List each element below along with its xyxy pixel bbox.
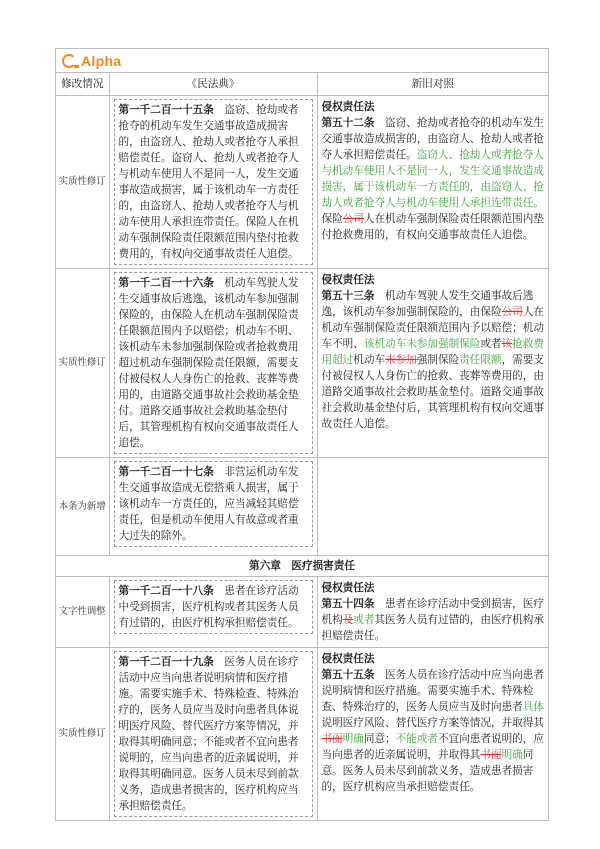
old-article-number: 第五十四条	[321, 598, 375, 610]
civil-code-article	[114, 461, 313, 547]
unchanged-text: 说明医疗风险、替代医疗方案等情况，并取得其	[321, 717, 544, 729]
civil-code-cell	[109, 577, 317, 648]
brand-bar	[56, 49, 548, 73]
civil-code-cell	[109, 96, 317, 269]
article-number: 第一千二百一十六条	[118, 277, 214, 289]
source-law: 侵权责任法	[321, 653, 375, 665]
table-row	[56, 648, 548, 821]
deleted-text: 公司	[501, 306, 523, 318]
deleted-text: 该	[501, 338, 513, 350]
deleted-text: 书面	[480, 749, 502, 761]
old-article-number: 第五十五条	[321, 669, 375, 681]
deleted-text: 及	[342, 614, 354, 626]
comparison-cell	[317, 577, 548, 648]
article-text: 盗窃、抢劫或者抢夺的机动车发生交通事故造成损害的，由盗窃人、抢劫人或者抢夺人承担赔偿责任。盗窃人、抢劫人或者抢夺人与机动车使用人不是同一人，发生交通事故造成损害，属于该机动车一方责任的，由盗窃人、抢劫人或者抢夺人与机动车使用人承担连带责任。保险人在机动车强制保险责任限额范围内垫付抢救费用的，有权向交通事故责任人追偿。	[118, 104, 299, 260]
article-number: 第一千二百一十七条	[118, 466, 214, 478]
added-text: 盗窃人、抢劫人或者抢夺人与机动车使用人不是同一人，发生交通事故造成损害，属于该机动车一方责任的，由盗窃人、抢劫人或者抢夺人与机动车使用人承担连带责任。	[321, 149, 544, 209]
revision-type: 实质性修订	[56, 648, 109, 821]
table-row	[56, 458, 548, 556]
comparison-cell	[317, 648, 548, 821]
deleted-text: 书面	[321, 733, 343, 745]
alpha-logo-icon	[62, 54, 76, 68]
unchanged-text: 机动车驾驶人发生交通事故后逃逸，该机动车参加强制保险的，由保险	[321, 290, 534, 318]
revision-type: 实质性修订	[56, 96, 109, 269]
chapter-title: 第六章 医疗损害责任	[56, 556, 548, 577]
added-text: 明确	[342, 733, 364, 745]
comparison-cell	[317, 269, 548, 458]
article-number: 第一千二百一十八条	[118, 585, 214, 597]
source-law: 侵权责任法	[321, 101, 375, 113]
civil-code-cell	[109, 458, 317, 556]
old-article-number: 第五十二条	[321, 117, 375, 129]
article-number: 第一千二百一十九条	[118, 656, 214, 668]
added-text: 该机动车未参加强制保险	[363, 338, 481, 350]
document-frame	[55, 48, 549, 821]
unchanged-text: 医务人员在诊疗活动中应当向患者说明病情和医疗措施。需要实施手术、特殊检查、特殊治疗的，医务人员应当及时向患者	[321, 669, 544, 713]
unchanged-text: 同意。医务人员未尽到前款义务，造成患者损害的，医疗机构应当承担赔偿责任。	[321, 749, 534, 793]
unchanged-text: 人在机动车强制保险责任限额范围内垫付抢救费用的，有权向交通事故责任人追偿。	[321, 213, 544, 241]
unchanged-text: 同意；	[363, 733, 396, 745]
added-text: 不能或者	[395, 733, 439, 745]
unchanged-text: 人在机动车强制保险责任限额范围内予以赔偿；机动车不明、	[321, 306, 544, 350]
header-comparison: 新旧对照	[317, 73, 548, 96]
revision-type: 文字性调整	[56, 577, 109, 648]
table-row	[56, 269, 548, 458]
added-text: 或者	[353, 614, 375, 626]
civil-code-article	[114, 272, 313, 454]
civil-code-article	[114, 580, 313, 634]
unchanged-text: 盗窃、抢劫或者抢夺的机动车发生交通事故造成损害的，由盗窃人、抢劫人或者抢夺人承担赔偿责任。	[321, 117, 544, 161]
table-row	[56, 577, 548, 648]
civil-code-article	[114, 99, 313, 265]
chapter-heading-row	[56, 556, 548, 577]
civil-code-cell	[109, 648, 317, 821]
header-civil-code: 《民法典》	[109, 73, 317, 96]
table-row	[56, 96, 548, 269]
added-text: 具体	[522, 701, 544, 713]
added-text: 抢救费用超过	[321, 338, 544, 366]
table-header-row	[56, 73, 548, 96]
civil-code-article	[114, 651, 313, 817]
unchanged-text: 患者在诊疗活动中受到损害，医疗机构	[321, 598, 544, 626]
unchanged-text: 不宜向患者说明的，应当向患者的近亲属说明，并取得其	[321, 733, 544, 761]
added-text: 明确	[501, 749, 523, 761]
source-law: 侵权责任法	[321, 582, 375, 594]
article-text: 非营运机动车发生交通事故造成无偿搭乘人损害，属于该机动车一方责任的，应当减轻其赔偿责任，但是机动车使用人有故意或者重大过失的除外。	[118, 466, 299, 542]
unchanged-text: 保险	[321, 213, 343, 225]
added-text: 责任限额	[459, 354, 502, 366]
article-number: 第一千二百一十五条	[118, 104, 214, 116]
deleted-text: 未参加	[385, 354, 417, 366]
deleted-text: 公司	[342, 213, 364, 225]
comparison-cell	[317, 96, 548, 269]
unchanged-text: 强制保险	[416, 354, 460, 366]
header-type: 修改情况	[56, 73, 109, 96]
old-article-number: 第五十三条	[321, 290, 375, 302]
brand-name: Alpha	[81, 52, 122, 69]
article-text: 机动车驾驶人发生交通事故后逃逸，该机动车参加强制保险的，由保险人在机动车强制保险责任限额范围内予以赔偿；机动车不明、该机动车未参加强制保险或者抢救费用超过机动车强制保险责任限额，需要支付被侵权人人身伤亡的抢救、丧葬等费用的，由道路交通事故社会救助基金垫付。道路交通事故社会救助基金垫付后，其管理机构有权向交通事故责任人追偿。	[118, 277, 299, 449]
comparison-table	[56, 73, 548, 820]
unchanged-text: ，需要支付被侵权人人身伤亡的抢救、丧葬等费用的，由道路交通事故社会救助基金垫付。道路交通事故社会救助基金垫付后，其管理机构有权向交通事故责任人追偿。	[321, 354, 544, 430]
article-text: 患者在诊疗活动中受到损害，医疗机构或者其医务人员有过错的，由医疗机构承担赔偿责任。	[118, 585, 299, 629]
unchanged-text: 其医务人员有过错的，由医疗机构承担赔偿责任。	[321, 614, 544, 642]
article-text: 医务人员在诊疗活动中应当向患者说明病情和医疗措施。需要实施手术、特殊检查、特殊治疗的，医务人员应当及时向患者具体说明医疗风险、替代医疗方案等情况，并取得其明确同意；不能或者不宜向患者说明的，应当向患者的近亲属说明，并取得其明确同意。医务人员未尽到前款义务，造成患者损害的，医疗机构应当承担赔偿责任。	[118, 656, 299, 812]
revision-type: 实质性修订	[56, 269, 109, 458]
unchanged-text: 机动车	[353, 354, 386, 366]
civil-code-cell	[109, 269, 317, 458]
revision-type: 本条为新增	[56, 458, 109, 556]
unchanged-text: 或者	[480, 338, 502, 350]
comparison-cell-empty	[317, 458, 548, 556]
source-law: 侵权责任法	[321, 274, 375, 286]
